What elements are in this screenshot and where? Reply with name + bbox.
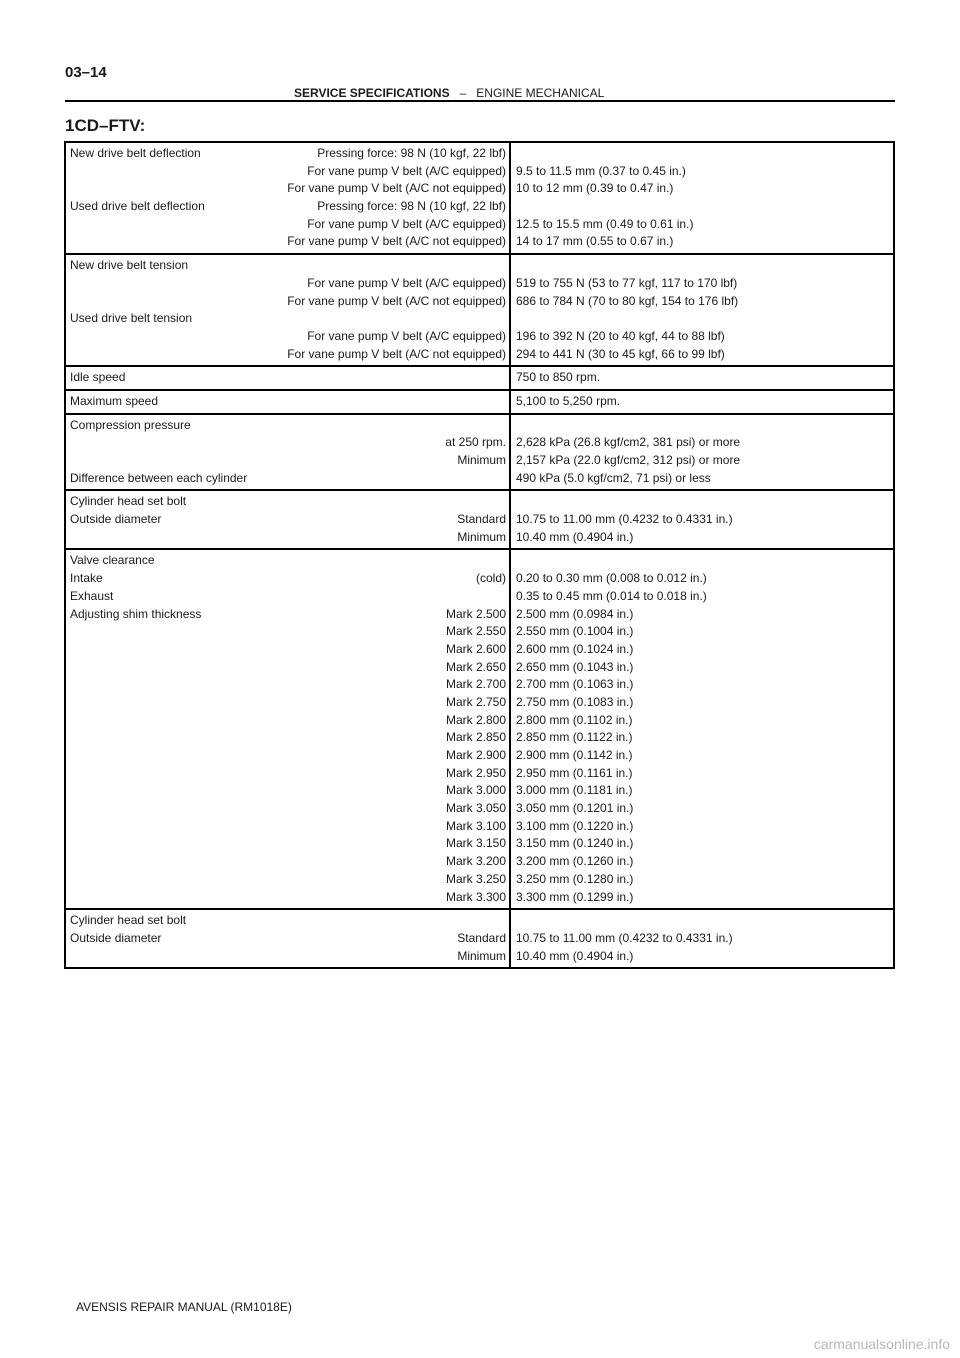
spec-item-line: [70, 871, 506, 889]
spec-item-cell: [66, 910, 511, 967]
spec-item-line: [70, 747, 506, 765]
spec-value: 519 to 755 N (53 to 77 kgf, 117 to 170 lbf): [516, 275, 738, 290]
spec-item-condition: For vane pump V belt (A/C not equipped): [287, 234, 506, 249]
spec-item-line: [70, 606, 506, 624]
spec-item-line: [70, 588, 506, 606]
watermark: carmanualsonline.info: [813, 1336, 950, 1352]
spec-item-line: [70, 782, 506, 800]
spec-value: 294 to 441 N (30 to 45 kgf, 66 to 99 lbf): [516, 346, 725, 361]
spec-value: 196 to 392 N (20 to 40 kgf, 44 to 88 lbf): [516, 328, 725, 343]
spec-row: [66, 255, 893, 367]
spec-item-condition: For vane pump V belt (A/C equipped): [307, 275, 506, 290]
spec-item-label: New drive belt deflection: [70, 146, 201, 160]
spec-value: 2.900 mm (0.1142 in.): [516, 748, 633, 762]
spec-item-condition: Mark 2.850: [445, 730, 506, 745]
header-separator: –: [459, 86, 467, 100]
spec-item-line: [70, 180, 506, 198]
spec-item-line: [70, 676, 506, 694]
spec-item-condition: Mark 2.500: [445, 606, 506, 621]
spec-item-line: [70, 511, 506, 529]
spec-item-line: [70, 452, 506, 470]
spec-value: 3.150 mm (0.1240 in.): [516, 836, 634, 851]
spec-row: [66, 550, 893, 910]
spec-item-line: [70, 434, 506, 452]
spec-item-condition: Mark 3.200: [445, 854, 506, 869]
spec-item-condition: Pressing force: 98 N (10 kgf, 22 lbf): [317, 199, 506, 214]
spec-value: 3.000 mm (0.1181 in.): [516, 783, 633, 798]
spec-value: 3.250 mm (0.1280 in.): [516, 871, 634, 886]
spec-item-label: Cylinder head set bolt: [70, 494, 187, 509]
spec-value: 3.300 mm (0.1299 in.): [516, 889, 634, 904]
engine-heading: 1CD–FTV:: [65, 116, 146, 135]
spec-item-label: Used drive belt deflection: [70, 199, 205, 214]
spec-value: [516, 198, 889, 216]
spec-value: [516, 257, 889, 275]
spec-item-condition: Mark 3.250: [445, 871, 506, 886]
spec-item-condition: Mark 2.550: [445, 624, 506, 639]
spec-row: [66, 491, 893, 550]
spec-item-label: Maximum speed: [70, 393, 159, 408]
section-title: SERVICE SPECIFICATIONS: [294, 86, 450, 100]
spec-item-condition: Minimum: [457, 529, 506, 544]
spec-value: 10 to 12 mm (0.39 to 0.47 in.): [516, 181, 674, 196]
spec-item-line: [70, 417, 506, 435]
spec-item-condition: Mark 3.150: [445, 836, 506, 851]
spec-item-label: Idle speed: [70, 370, 126, 385]
spec-row: [66, 391, 893, 415]
spec-item-cell: [66, 255, 511, 365]
spec-item-line: [70, 694, 506, 712]
spec-item-line: [70, 493, 506, 511]
spec-value: 10.40 mm (0.4904 in.): [516, 529, 634, 544]
spec-item-line: [70, 293, 506, 311]
spec-item-line: [70, 641, 506, 659]
spec-item-condition: For vane pump V belt (A/C not equipped): [287, 346, 506, 361]
spec-item-line: [70, 948, 506, 966]
spec-item-cell: [66, 415, 511, 490]
spec-item-line: [70, 529, 506, 547]
spec-value: 2,157 kPa (22.0 kgf/cm2, 312 psi) or more: [516, 453, 741, 467]
spec-item-line: [70, 198, 506, 216]
spec-item-label: Cylinder head set bolt: [70, 913, 187, 928]
spec-value: 12.5 to 15.5 mm (0.49 to 0.61 in.): [516, 216, 694, 231]
spec-item-line: [70, 328, 506, 346]
spec-item-line: [70, 835, 506, 853]
spec-value: 2.850 mm (0.1122 in.): [516, 730, 633, 745]
spec-item-label: Difference between each cylinder: [70, 470, 248, 485]
spec-value: 5,100 to 5,250 rpm.: [516, 393, 621, 408]
spec-item-cell: [66, 491, 511, 548]
spec-value-cell: [511, 255, 893, 365]
spec-item-line: [70, 346, 506, 364]
spec-item-condition: Pressing force: 98 N (10 kgf, 22 lbf): [317, 146, 506, 160]
spec-value-cell: [511, 415, 893, 490]
spec-item-condition: For vane pump V belt (A/C equipped): [307, 163, 506, 178]
spec-value: 686 to 784 N (70 to 80 kgf, 154 to 176 lbf): [516, 293, 739, 308]
spec-item-line: [70, 552, 506, 570]
spec-value: 10.75 to 11.00 mm (0.4232 to 0.4331 in.): [516, 930, 733, 945]
spec-value: 9.5 to 11.5 mm (0.37 to 0.45 in.): [516, 163, 686, 178]
spec-item-line: [70, 233, 506, 251]
spec-item-condition: Mark 3.100: [445, 818, 506, 833]
spec-item-label: Intake: [70, 571, 103, 586]
spec-item-label: Outside diameter: [70, 930, 162, 945]
spec-item-condition: For vane pump V belt (A/C not equipped): [287, 293, 506, 308]
spec-value-cell: [511, 367, 893, 389]
page-number: 03–14: [65, 64, 107, 81]
spec-item-line: [70, 570, 506, 588]
spec-item-line: [70, 912, 506, 930]
spec-item-line: [70, 765, 506, 783]
spec-item-line: [70, 216, 506, 234]
spec-item-condition: Mark 3.300: [445, 889, 506, 904]
spec-item-line: [70, 163, 506, 181]
spec-item-line: [70, 818, 506, 836]
spec-item-line: [70, 310, 506, 328]
spec-value-cell: [511, 491, 893, 548]
spec-item-line: [70, 623, 506, 641]
spec-row: [66, 910, 893, 967]
spec-item-label: New drive belt tension: [70, 258, 189, 273]
spec-value: 3.100 mm (0.1220 in.): [516, 818, 634, 833]
spec-value: 750 to 850 rpm.: [516, 370, 601, 385]
spec-value: 10.40 mm (0.4904 in.): [516, 948, 634, 963]
spec-value: 2.700 mm (0.1063 in.): [516, 677, 634, 692]
spec-value: 2.550 mm (0.1004 in.): [516, 624, 634, 639]
spec-value: [516, 493, 889, 511]
spec-item-condition: Standard: [457, 930, 506, 945]
spec-value-cell: [511, 910, 893, 967]
spec-item-cell: [66, 391, 511, 413]
spec-item-line: [70, 930, 506, 948]
spec-item-condition: at 250 rpm.: [445, 435, 506, 450]
spec-item-label: Exhaust: [70, 588, 114, 603]
subsection-title: ENGINE MECHANICAL: [476, 86, 605, 100]
spec-item-line: [70, 712, 506, 730]
header-rule: [65, 100, 895, 102]
spec-value: 2.750 mm (0.1083 in.): [516, 694, 634, 709]
spec-item-line: [70, 889, 506, 907]
spec-value: [516, 912, 889, 930]
spec-item-line: [70, 470, 506, 488]
spec-item-label: Used drive belt tension: [70, 311, 193, 326]
spec-item-label: Compression pressure: [70, 417, 191, 432]
spec-value: 14 to 17 mm (0.55 to 0.67 in.): [516, 234, 674, 249]
spec-item-condition: Mark 2.950: [445, 765, 506, 780]
spec-item-cell: [66, 550, 511, 908]
spec-item-condition: Mark 2.700: [445, 677, 506, 692]
spec-item-label: Outside diameter: [70, 512, 162, 527]
spec-item-line: [70, 853, 506, 871]
spec-value: 10.75 to 11.00 mm (0.4232 to 0.4331 in.): [516, 512, 733, 527]
spec-item-line: [70, 729, 506, 747]
spec-item-condition: Minimum: [457, 948, 506, 963]
spec-item-condition: Mark 2.650: [445, 659, 506, 674]
spec-row: [66, 415, 893, 492]
spec-row: [66, 367, 893, 391]
running-header: [294, 86, 604, 100]
spec-value: 2.500 mm (0.0984 in.): [516, 606, 634, 621]
spec-item-condition: For vane pump V belt (A/C not equipped): [287, 181, 506, 196]
spec-value: 0.20 to 0.30 mm (0.008 to 0.012 in.): [516, 571, 707, 586]
spec-value: [516, 552, 889, 570]
spec-item-line: [70, 393, 506, 411]
spec-item-condition: Mark 2.900: [445, 748, 506, 762]
spec-value: [516, 310, 889, 328]
spec-item-condition: Mark 3.000: [445, 783, 506, 798]
spec-value-cell: [511, 550, 893, 908]
spec-value: 2.650 mm (0.1043 in.): [516, 659, 634, 674]
spec-value: [516, 417, 889, 435]
spec-value: [516, 145, 889, 163]
spec-value: 2.800 mm (0.1102 in.): [516, 712, 633, 727]
spec-item-cell: [66, 367, 511, 389]
spec-value: 2.950 mm (0.1161 in.): [516, 765, 633, 780]
spec-table: [64, 141, 895, 969]
spec-item-condition: Mark 2.750: [445, 694, 506, 709]
spec-item-cell: [66, 143, 511, 253]
spec-value: 2.600 mm (0.1024 in.): [516, 641, 634, 656]
spec-item-line: [70, 257, 506, 275]
spec-item-condition: Mark 2.600: [445, 641, 506, 656]
spec-item-label: Adjusting shim thickness: [70, 606, 202, 621]
spec-item-line: [70, 659, 506, 677]
spec-item-condition: Mark 3.050: [445, 801, 506, 816]
spec-item-line: [70, 369, 506, 387]
spec-item-label: Valve clearance: [70, 553, 155, 568]
spec-value-cell: [511, 143, 893, 253]
spec-item-condition: For vane pump V belt (A/C equipped): [307, 216, 506, 231]
spec-value: 3.200 mm (0.1260 in.): [516, 854, 634, 869]
spec-item-line: [70, 800, 506, 818]
spec-value: 490 kPa (5.0 kgf/cm2, 71 psi) or less: [516, 470, 711, 485]
spec-item-line: [70, 275, 506, 293]
spec-item-condition: Minimum: [457, 453, 506, 467]
spec-item-line: [70, 145, 506, 163]
spec-item-condition: Standard: [457, 512, 506, 527]
spec-item-condition: Mark 2.800: [445, 712, 506, 727]
spec-value: 0.35 to 0.45 mm (0.014 to 0.018 in.): [516, 588, 707, 603]
spec-value: 2,628 kPa (26.8 kgf/cm2, 381 psi) or more: [516, 435, 741, 450]
spec-value-cell: [511, 391, 893, 413]
spec-item-condition: (cold): [475, 571, 506, 586]
footer-text: AVENSIS REPAIR MANUAL (RM1018E): [76, 1300, 292, 1314]
spec-item-condition: For vane pump V belt (A/C equipped): [307, 328, 506, 343]
spec-value: 3.050 mm (0.1201 in.): [516, 801, 634, 816]
spec-row: [66, 143, 893, 255]
